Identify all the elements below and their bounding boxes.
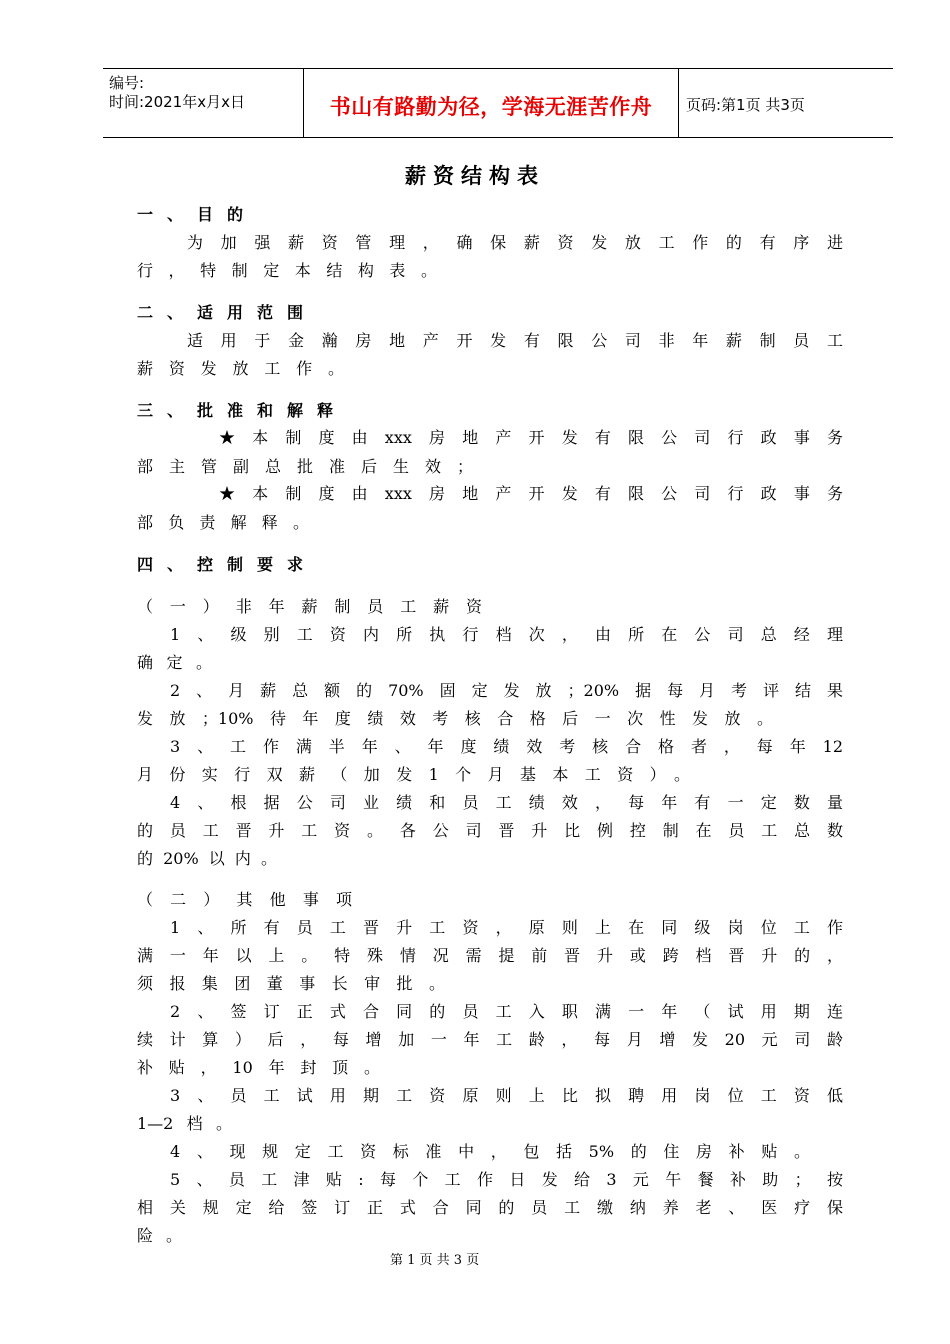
paragraph-line: 部主管副总批准后生效； xyxy=(137,457,473,476)
header-page-info: 页码:第1页 共3页 xyxy=(686,96,805,114)
section-heading: 二、适用范围 xyxy=(137,303,318,322)
paragraph-line: 发放；10%待年度绩效考核合格后一次性发放。 xyxy=(137,709,773,728)
document-title: 薪资结构表 xyxy=(405,164,545,188)
paragraph-line: 月份实行双薪（加发1个月基本工资）。 xyxy=(137,765,690,784)
paragraph-line: 1、所有员工晋升工资，原则上在同级岗位工作 xyxy=(170,918,843,937)
paragraph-line: 1—2档。 xyxy=(137,1114,232,1133)
paragraph-line: 行，特制定本结构表。 xyxy=(137,261,437,280)
paragraph-line: 薪资发放工作。 xyxy=(137,359,344,378)
header-page-cell xyxy=(678,69,893,137)
header-motto-cell xyxy=(303,69,679,137)
paragraph-line: 4、现规定工资标准中，包括5%的住房补贴。 xyxy=(170,1142,810,1161)
header-meta-cell xyxy=(103,69,303,137)
paragraph-line: 部负责解释。 xyxy=(137,513,309,532)
paragraph-line: 适用于金瀚房地产开发有限公司非年薪制员工 xyxy=(187,331,843,350)
section-heading: 一、目的 xyxy=(137,205,258,224)
paragraph-line: 的员工晋升工资。各公司晋升比例控制在员工总数 xyxy=(137,821,843,840)
paragraph-line: 为加强薪资管理，确保薪资发放工作的有序进 xyxy=(187,233,843,252)
paragraph-line: 1、级别工资内所执行档次，由所在公司总经理 xyxy=(170,625,843,644)
paragraph-line: 的20%以内。 xyxy=(137,849,277,868)
page-header xyxy=(103,68,893,138)
paragraph-line: 确定。 xyxy=(137,653,212,672)
paragraph-line: 须报集团董事长审批。 xyxy=(137,974,445,993)
paragraph-line: 2、签订正式合同的员工入职满一年（试用期连 xyxy=(170,1002,843,1021)
paragraph-line: 相关规定给签订正式合同的员工缴纳养老、医疗保 xyxy=(137,1198,843,1217)
section-heading: 三、批准和解释 xyxy=(137,401,348,420)
paragraph-line: 4、根据公司业绩和员工绩效，每年有一定数量 xyxy=(170,793,843,812)
paragraph-line: ★本制度由xxx房地产开发有限公司行政事务 xyxy=(219,484,843,503)
paragraph-line: 2、月薪总额的70%固定发放；20%据每月考评结果 xyxy=(170,681,843,700)
paragraph-line: 险。 xyxy=(137,1226,182,1245)
paragraph-line: 3、员工试用期工资原则上比拟聘用岗位工资低 xyxy=(170,1086,843,1105)
paragraph-line: ★本制度由xxx房地产开发有限公司行政事务 xyxy=(219,428,843,447)
section-heading: 四、控制要求 xyxy=(137,555,318,574)
header-motto: 书山有路勤为径，学海无涯苦作舟 xyxy=(329,95,653,119)
paragraph-line: 补贴，10年封顶。 xyxy=(137,1058,380,1077)
document-date: 时间:2021年x月x日 xyxy=(109,93,245,111)
paragraph-line: 5、员工津贴:每个工作日发给3元午餐补助；按 xyxy=(170,1170,843,1189)
paragraph-line: 3、工作满半年、年度绩效考核合格者，每年12 xyxy=(170,737,843,756)
subsection-heading: （一）非年薪制员工薪资 xyxy=(137,597,482,616)
subsection-heading: （二）其他事项 xyxy=(137,890,352,909)
document-number-label: 编号: xyxy=(109,74,145,92)
paragraph-line: 满一年以上。特殊情况需提前晋升或跨档晋升的， xyxy=(137,946,843,965)
paragraph-line: 续计算）后，每增加一年工龄，每月增发20元司龄 xyxy=(137,1030,843,1049)
page-footer: 第 1 页 共 3 页 xyxy=(390,1253,480,1268)
